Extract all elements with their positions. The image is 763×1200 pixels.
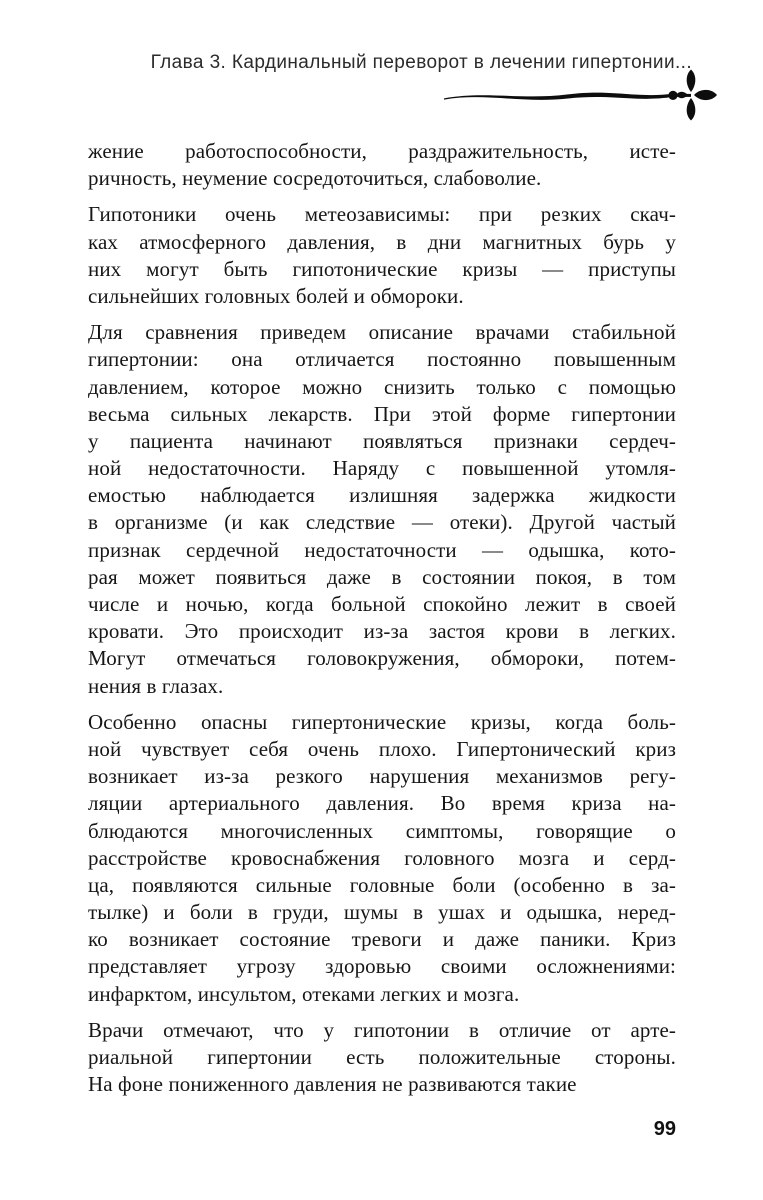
text-line: тылке) и боли в груди, шумы в ушах и одышка, неред- — [88, 900, 676, 925]
text-line: признак сердечной недостаточности — одышка, кото- — [88, 537, 676, 562]
text-line: блюдаются многочисленных симптомы, говорящие о — [88, 818, 676, 843]
text-line: ной недостаточности. Наряду с повышенной утомля- — [88, 456, 676, 481]
text-line: ках атмосферного давления, в дни магнитных бурь у — [88, 229, 676, 254]
text-line: ко возникает состояние тревоги и даже паники. Криз — [88, 927, 676, 952]
text-line: ной чувствует себя очень плохо. Гипертонический криз — [88, 736, 676, 761]
text-line: ляции артериального давления. Во время криза на- — [88, 791, 676, 816]
paragraph — [88, 138, 676, 192]
text-line: Гипотоники очень метеозависимы: при резких скач- — [88, 202, 676, 227]
text-line: емостью наблюдается излишняя задержка жидкости — [88, 483, 676, 508]
text-line: представляет угрозу здоровью своими осложнениями: — [88, 954, 676, 979]
text-line: расстройстве кровоснабжения головного мозга и серд- — [88, 845, 676, 870]
text-line: риальной гипертонии есть положительные стороны. — [88, 1045, 676, 1069]
text-line: гипертонии: она отличается постоянно повышенным — [88, 347, 676, 372]
text-line: ца, появляются сильные головные боли (особенно в за- — [88, 872, 676, 897]
paragraph — [88, 709, 676, 1008]
text-line: давлением, которое можно снизить только с помощью — [88, 374, 676, 399]
text-line: них могут быть гипотонические кризы — приступы — [88, 256, 676, 281]
text-line: жение работоспособности, раздражительность, исте- — [88, 139, 676, 163]
text-line: числе и ночью, когда больной спокойно лежит в своей — [88, 592, 676, 616]
text-line: в организме (и как следствие — отеки). Другой частый — [88, 510, 676, 535]
text-line: Особенно опасны гипертонические кризы, когда боль- — [88, 709, 676, 734]
paragraph — [88, 201, 676, 310]
text-line: ричность, неумение сосредоточиться, слабоволие. — [88, 166, 542, 191]
text-line: возникает из-за резкого нарушения механизмов регу- — [88, 764, 676, 789]
paragraph — [88, 1017, 676, 1099]
chapter-title: Глава 3. Кардинальный переворот в лечении гипертонии... — [150, 52, 692, 73]
text-line: кровати. Это происходит из-за застоя крови в легких. — [88, 619, 676, 644]
text-line: сильнейших головных болей и обмороки. — [88, 283, 464, 308]
text-line: Врачи отмечают, что у гипотонии в отличие от арте- — [88, 1017, 676, 1042]
body-text — [88, 138, 676, 1107]
text-line: Для сравнения приведем описание врачами стабильной — [88, 320, 676, 345]
text-line: инфарктом, инсультом, отеками легких и мозга. — [88, 981, 520, 1006]
text-line: у пациента начинают появляться признаки сердеч- — [88, 428, 676, 453]
text-line: весьма сильных лекарств. При этой форме гипертонии — [88, 401, 676, 426]
text-line: рая может появиться даже в состоянии покоя, в том — [88, 564, 676, 589]
page-number: 99 — [653, 1118, 676, 1140]
floral-flourish-icon — [430, 68, 720, 130]
paragraph — [88, 319, 676, 700]
text-line: Могут отмечаться головокружения, обмороки, потем- — [88, 646, 676, 671]
text-line: нения в глазах. — [88, 673, 224, 698]
text-line: На фоне пониженного давления не развиваются такие — [88, 1072, 577, 1097]
